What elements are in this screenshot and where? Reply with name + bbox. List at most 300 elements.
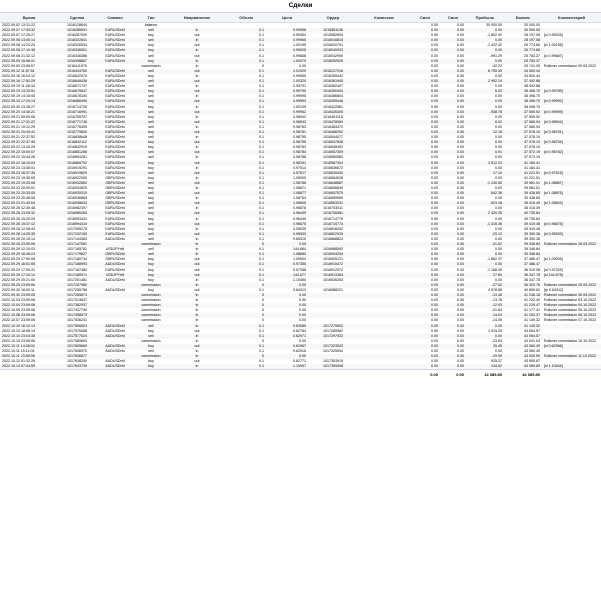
cell-swap: 0.00 (457, 73, 464, 78)
cell-time: 2022.09.29 17:50:08 (2, 257, 35, 262)
cell-profit: -1 862.37 (486, 257, 502, 262)
cell-symbol: GBPUSDrfd (105, 196, 125, 201)
column-header[interactable]: Цена (266, 13, 308, 23)
cell-direction: in (168, 324, 226, 329)
cell-type: buy (148, 104, 154, 109)
cell-volume: 0.1 (226, 211, 266, 216)
cell-time: 2022.10.11 14:38:00 (0, 344, 58, 349)
cell-type: sell (134, 181, 168, 186)
cell-price: 1.00320 (266, 79, 308, 84)
cell-volume: 0.1 (226, 334, 266, 339)
column-header[interactable]: Баланс (504, 13, 542, 23)
column-header[interactable]: Прибыль (466, 13, 504, 23)
cell-volume: 0.1 (259, 349, 264, 353)
cell-deal: 1017589653 (67, 338, 87, 343)
cell-direction: out (168, 201, 226, 206)
cell-comment: Rollover commission 09.09.2022 (544, 63, 597, 68)
cell-time: 2022.09.26 15:37:12 (0, 222, 58, 227)
cell-balance: 39 419.48 (524, 226, 540, 231)
cell-balance: 39 348.84 (504, 242, 542, 247)
cell-direction: out (168, 262, 226, 267)
cell-symbol: EURUSDrfd (96, 211, 134, 216)
cell-type: commission (134, 283, 168, 288)
cell-profit: -29.99 (466, 354, 504, 359)
cell-swap: 0.00 (457, 257, 464, 262)
cell-type: sell (148, 135, 154, 140)
cell-symbol: EURUSDrfd (105, 33, 125, 38)
cell-type: commission (141, 308, 161, 313)
cell-direction: in (195, 196, 199, 201)
cell-time: 2022.09.21 22:37:45 (0, 140, 58, 145)
cell-direction: in (195, 226, 199, 231)
cell-order: 1016040933 (308, 48, 358, 53)
cell-direction: in (195, 94, 199, 99)
cell-time: 2022.10.10 23:03:35 (0, 334, 58, 339)
cell-direction: in (195, 247, 199, 252)
cell-fee: 0.00 (410, 120, 440, 125)
cell-profit: -1 802.92 (486, 33, 502, 38)
cell-volume: 0.1 (259, 359, 264, 364)
cell-balance: 36 319.98 (524, 267, 540, 272)
cell-price: 0.00 (299, 318, 306, 323)
cell-time: 2022.09.08 14:24:23 (2, 43, 35, 48)
cell-swap: 0.00 (457, 298, 464, 303)
cell-time: 2022.10.10 18:06:14 (2, 328, 35, 333)
cell-order: 1016926353 (323, 277, 343, 282)
cell-deal: 1016842112 (58, 140, 96, 145)
cell-symbol: EURUSDrfd (96, 150, 134, 155)
cell-volume: 0.1 (259, 247, 264, 252)
cell-balance: 41 232.40 (524, 298, 540, 303)
cell-direction: out (168, 211, 226, 216)
cell-comment: Rollover commission 04.10.2022 (542, 303, 601, 308)
cell-deal: 1016982397 (67, 206, 87, 211)
cell-comment: Rollover commission 07.10.2022 (544, 318, 597, 323)
cell-fee: 0.00 (431, 308, 438, 313)
column-header[interactable]: Комментарий (542, 13, 601, 23)
cell-price: 1.08786 (266, 181, 308, 186)
cell-swap: 0.00 (440, 303, 466, 308)
cell-deal: 1016994415 (58, 222, 96, 227)
cell-volume: 0.1 (226, 364, 266, 370)
cell-fee: 0.00 (410, 28, 440, 33)
cell-profit: -27.02 (466, 283, 504, 288)
cell-profit: -13.78 (491, 298, 502, 303)
cell-order: 1016822925 (308, 232, 358, 237)
cell-direction: out (194, 267, 200, 272)
cell-direction: out (168, 161, 226, 166)
cell-balance: 37 578.10 (504, 140, 542, 145)
cell-comment: Rollover commission 10.10.2022 (544, 338, 597, 343)
page-title: Сделки (0, 0, 601, 13)
cell-volume: 0.1 (226, 140, 266, 145)
total-profit: 14 089.89 (466, 370, 504, 380)
cell-type: commission (141, 298, 161, 303)
cell-symbol: GBPUSDrfd (96, 191, 134, 196)
cell-deal: 1017095275 (67, 226, 87, 231)
cell-volume: 0.1 (226, 89, 266, 94)
cell-type: buy (134, 344, 168, 349)
cell-volume: 0.1 (226, 252, 266, 257)
cell-swap: 0.00 (440, 48, 466, 53)
cell-balance: 36 320.76 (504, 283, 542, 288)
cell-direction: in (195, 206, 199, 211)
cell-time: 2022.09.21 20:44:41 (0, 130, 58, 135)
cell-swap: 0.00 (440, 252, 466, 257)
cell-time: 2022.09.02 13:31:22 (2, 23, 35, 27)
cell-price: 0.00 (266, 283, 308, 288)
cell-order: 1015982694 (323, 33, 343, 38)
cell-type: buy (148, 277, 154, 282)
cell-comment: [sl 144.678] (542, 273, 601, 278)
cell-order: 1016659069 (323, 196, 343, 201)
cell-balance: 39 981.01 (524, 186, 540, 190)
cell-volume: 0.1 (259, 124, 264, 129)
cell-symbol: AUDUSDrfd (96, 324, 134, 329)
cell-symbol: EURUSDrfd (96, 130, 134, 135)
cell-fee: 0.00 (431, 247, 438, 252)
cell-deal: 1016771745 (58, 120, 96, 125)
cell-order: 1016663031 (308, 201, 358, 206)
cell-order: 1016016815 (308, 38, 358, 43)
cell-order: 1016426305 (308, 110, 358, 115)
cell-type: sell (148, 247, 154, 252)
cell-order: 1016706081 (308, 211, 358, 216)
cell-time: 2022.09.29 17:20:12 (0, 273, 58, 278)
cell-profit: 2 992.24 (466, 79, 504, 84)
cell-volume: 0.1 (226, 69, 266, 74)
cell-type: sell (148, 236, 154, 241)
cell-volume: 0.1 (259, 155, 264, 160)
cell-swap: 0.00 (457, 145, 464, 150)
cell-order: 1017323532 (308, 344, 358, 349)
cell-deal: 1016671737 (67, 84, 87, 89)
cell-fee: 0.00 (410, 99, 440, 104)
cell-time: 2022.09.09 15:56:01 (0, 59, 58, 64)
cell-type: sell (148, 206, 154, 211)
cell-fee: 0.00 (410, 283, 440, 288)
column-header[interactable]: Объем (226, 13, 266, 23)
cell-time: 2022.10.05 23:59:06 (2, 308, 35, 313)
cell-profit: -991.29 (489, 53, 502, 58)
cell-direction: out (168, 79, 226, 84)
cell-symbol: EURUSDrfd (96, 99, 134, 104)
cell-profit: -14.05 (491, 318, 502, 323)
cell-profit: 0.00 (495, 277, 502, 282)
cell-swap: 0.00 (457, 328, 464, 333)
cell-fee: 0.00 (431, 226, 438, 231)
cell-volume: 0.1 (259, 267, 264, 272)
cell-direction: in (168, 303, 226, 308)
cell-deal: 1016842919 (67, 145, 87, 150)
cell-swap: 0.00 (440, 161, 466, 166)
cell-balance: 41 221.51 (504, 171, 542, 176)
cell-comment: [sl 1.00198] (544, 43, 563, 48)
cell-volume: 0.1 (226, 110, 266, 115)
cell-profit: -13.46 (466, 293, 504, 298)
cell-type: sell (134, 201, 168, 206)
cell-fee: 0.00 (410, 222, 440, 227)
cell-symbol: EURUSDrfd (96, 222, 134, 227)
cell-swap: 0.00 (457, 135, 464, 140)
cell-fee: 0.00 (431, 359, 438, 364)
cell-direction: out (168, 120, 226, 125)
cell-time: 2022.09.29 16:45:24 (0, 252, 58, 257)
cell-comment: Rollover commission 11.10.2022 (542, 354, 601, 359)
cell-symbol: EURUSDrfd (96, 89, 134, 94)
cell-volume: 0.1 (226, 171, 266, 176)
cell-swap: 0.00 (457, 114, 464, 119)
cell-fee: 0.00 (431, 257, 438, 262)
cell-deal: 1016779800 (58, 130, 96, 135)
cell-balance: 37 572.19 (504, 150, 542, 155)
cell-price: 0.64313 (293, 287, 306, 292)
cell-fee: 0.00 (431, 84, 438, 89)
cell-direction: in (195, 124, 199, 129)
cell-direction: in (195, 63, 199, 68)
cell-time: 2022.09.23 20:46:06 (2, 196, 35, 201)
cell-swap: 0.00 (457, 186, 464, 190)
cell-price: 0.62784 (293, 328, 306, 333)
cell-price: 0.62916 (293, 349, 306, 353)
cell-profit: 0.00 (495, 349, 502, 353)
cell-profit: 0.00 (495, 135, 502, 140)
cell-order: 1016657575 (308, 191, 358, 196)
cell-volume: 0.1 (226, 273, 266, 278)
cell-balance: 25 783.37 (504, 59, 542, 64)
cell-deal: 1016287000 (67, 33, 87, 38)
cell-direction: in (168, 28, 226, 33)
cell-price: 0.96449 (266, 211, 308, 216)
cell-fee: 0.00 (431, 216, 438, 221)
cell-swap: 0.00 (440, 191, 466, 196)
cell-price: 0.00 (266, 354, 308, 359)
cell-fee: 0.00 (410, 110, 440, 115)
cell-order: 1017297922 (308, 334, 358, 339)
cell-symbol: EURUSDrfd (105, 73, 125, 78)
cell-price: 0.96876 (293, 206, 306, 211)
cell-deal: 1016854281 (67, 155, 87, 160)
cell-order: 1016715774 (308, 222, 358, 227)
cell-swap: 0.00 (440, 79, 466, 84)
cell-direction: out (194, 43, 200, 48)
column-header[interactable]: Сделка (58, 13, 96, 23)
column-header[interactable]: Своп (410, 13, 440, 23)
cell-fee: 0.00 (410, 48, 440, 53)
cell-deal: 1017265873 (58, 293, 96, 298)
cell-deal: 1016919291 (67, 165, 87, 170)
cell-price: 1.01929 (266, 69, 308, 74)
cell-swap: 0.00 (440, 69, 466, 74)
cell-order: 1017325054 (323, 349, 343, 353)
cell-time: 2022.09.23 21:43:04 (0, 201, 58, 206)
cell-volume: 0.1 (226, 222, 266, 227)
cell-type: commission (141, 338, 161, 343)
cell-profit: 0.00 (495, 236, 502, 241)
cell-direction: out (194, 328, 200, 333)
cell-symbol: AUDUSDrfd (105, 359, 125, 364)
cell-swap: 0.00 (457, 63, 464, 68)
cell-time: 2022.09.30 16:00:11 (2, 287, 35, 292)
cell-profit: 0.00 (495, 247, 502, 252)
cell-deal: 1017207980 (58, 283, 96, 288)
cell-type: sell (134, 38, 168, 43)
cell-price: 0.99353 (293, 33, 306, 38)
cell-volume: 0.1 (226, 150, 266, 155)
cell-order: 1015981196 (308, 28, 358, 33)
cell-order: 1016714776 (323, 216, 343, 221)
cell-price: 0.00 (266, 242, 308, 247)
cell-time: 2022.09.08 13:00:14 (0, 38, 58, 43)
cell-symbol: EURUSDrfd (105, 84, 125, 89)
cell-deal: 1016686490 (58, 99, 96, 104)
cell-volume: 0 (262, 308, 264, 313)
cell-balance: 41 219.47 (504, 303, 542, 308)
cell-comment: [sl 0.98782] (542, 150, 601, 155)
cell-volume: 0.1 (259, 236, 264, 241)
cell-time: 2022.09.21 09:59:08 (2, 114, 35, 119)
cell-price: 0.99925 (266, 48, 308, 53)
cell-direction: in (195, 277, 199, 282)
column-header[interactable]: Символ (96, 13, 134, 23)
cell-deal: 1017536241 (67, 318, 87, 323)
cell-fee: 0.00 (410, 211, 440, 216)
cell-symbol: GBPUSDrfd (105, 257, 125, 262)
cell-deal: 1016838648 (67, 135, 87, 140)
cell-deal: 1016678100 (67, 94, 87, 99)
cell-direction: in (168, 48, 226, 53)
cell-time: 2022.09.29 16:51:55 (0, 262, 58, 267)
cell-direction: out (194, 33, 200, 38)
cell-volume: 0.1 (259, 73, 264, 78)
cell-balance: 25 783.37 (524, 53, 540, 58)
cell-swap: 0.00 (457, 287, 464, 292)
cell-order: 1016478060 (308, 120, 358, 125)
cell-profit: 0.00 (466, 262, 504, 267)
cell-balance: 37 559.92 (524, 114, 540, 119)
cell-symbol: EURUSDrfd (105, 216, 125, 221)
cell-balance: 38 498.70 (504, 99, 542, 104)
cell-comment: Rollover commission 28.09.2022 (542, 242, 601, 247)
cell-deal: 1017147581 (58, 242, 96, 247)
cell-balance: 37 565.94 (524, 124, 540, 129)
cell-time: 2022.10.10 16:12:13 (0, 324, 58, 329)
cell-comment: [sl 0.99992] (542, 99, 601, 104)
cell-deal: 1017179827 (58, 252, 96, 257)
cell-time: 2022.10.04 23:59:08 (0, 303, 58, 308)
cell-profit: 0.00 (495, 104, 502, 109)
cell-deal: 1016755757 (67, 114, 87, 119)
cell-swap: 0.00 (457, 349, 464, 353)
cell-order: 1016042990 (323, 53, 343, 58)
cell-direction: out (168, 130, 226, 135)
cell-comment: Rollover commission 29.09.2022 (542, 283, 601, 288)
cell-swap: 0.00 (440, 262, 466, 267)
cell-volume: 0.1 (226, 28, 266, 33)
cell-balance: 41 246.18 (504, 293, 542, 298)
cell-price: 0.98763 (293, 124, 306, 129)
cell-type: commission (134, 293, 168, 298)
cell-fee: 0.00 (410, 364, 440, 370)
cell-comment: Rollover commission 05.10.2022 (544, 308, 597, 313)
cell-time: 2022.10.03 23:59:08 (2, 298, 35, 303)
cell-direction: out (194, 287, 200, 292)
cell-time: 2022.09.20 14:40:21 (0, 110, 58, 115)
cell-price: 0.98761 (266, 130, 308, 135)
cell-swap: 0.00 (457, 216, 464, 221)
cell-type: buy (134, 48, 168, 53)
cell-volume: 0.1 (259, 84, 264, 89)
cell-comment: Rollover commission 03.10.2022 (544, 298, 597, 303)
cell-profit: 0.00 (466, 28, 504, 33)
cell-comment: [sl 1.08604] (542, 201, 601, 206)
total-balance: 44 089.89 (504, 370, 542, 380)
cell-fee: 0.00 (431, 124, 438, 129)
column-header[interactable]: Направление (168, 13, 226, 23)
cell-swap: 0.00 (457, 43, 464, 48)
cell-price: 0.97358 (293, 267, 306, 272)
cell-fee: 0.00 (410, 130, 440, 135)
column-header[interactable]: Своп (440, 13, 466, 23)
cell-volume: 0.1 (259, 104, 264, 109)
cell-type: commission (141, 63, 161, 68)
cell-fee: 0.00 (431, 328, 438, 333)
cell-direction: in (195, 216, 199, 221)
cell-direction: out (168, 150, 226, 155)
cell-symbol: EURUSDrfd (105, 267, 125, 272)
column-header[interactable]: Ордер (308, 13, 358, 23)
cell-direction: in (195, 308, 199, 313)
cell-swap: 0.00 (440, 273, 466, 278)
cell-time: 2022.09.07 17:03:32 (0, 28, 58, 33)
cell-direction: out (168, 69, 226, 74)
cell-direction: in (195, 104, 199, 109)
cell-type: buy (148, 165, 154, 170)
cell-time: 2022.09.30 23:59:05 (0, 293, 58, 298)
cell-deal: 1017189971 (58, 273, 96, 278)
cell-fee: 0.00 (410, 273, 440, 278)
cell-balance: 38 498.70 (524, 94, 540, 99)
cell-symbol: AUDUSDrfd (105, 236, 125, 241)
column-header[interactable]: Комиссия (358, 13, 410, 23)
column-header[interactable]: Тип (134, 13, 168, 23)
column-header[interactable]: Время (0, 13, 58, 23)
cell-profit: -923.16 (466, 201, 504, 206)
cell-fee: 0.00 (410, 344, 440, 349)
cell-swap: 0.00 (440, 313, 466, 318)
cell-symbol: EURUSDrfd (96, 28, 134, 33)
cell-order: 1016361945 (308, 79, 358, 84)
cell-balance: 37 578.10 (504, 130, 542, 135)
cell-comment: [sl 0.97515] (542, 171, 601, 176)
cell-order: 1017275902 (308, 324, 358, 329)
cell-symbol: EURUSDrfd (96, 110, 134, 115)
cell-balance: 41 163.37 (504, 313, 542, 318)
cell-price: 0.00 (299, 338, 306, 343)
cell-type: buy (148, 328, 154, 333)
cell-price: 0.99058 (266, 28, 308, 33)
cell-swap: 0.00 (440, 344, 466, 349)
cell-direction: out (168, 344, 226, 349)
cell-order: 1016703011 (323, 206, 343, 211)
cell-direction: out (168, 89, 226, 94)
cell-symbol: AUDUSDrfd (105, 328, 125, 333)
cell-deal: 1017180744 (67, 257, 87, 262)
cell-type: sell (134, 324, 168, 329)
cell-swap: 0.00 (440, 59, 466, 64)
cell-price: 0.00 (266, 313, 308, 318)
cell-order: 1016913384 (308, 273, 358, 278)
